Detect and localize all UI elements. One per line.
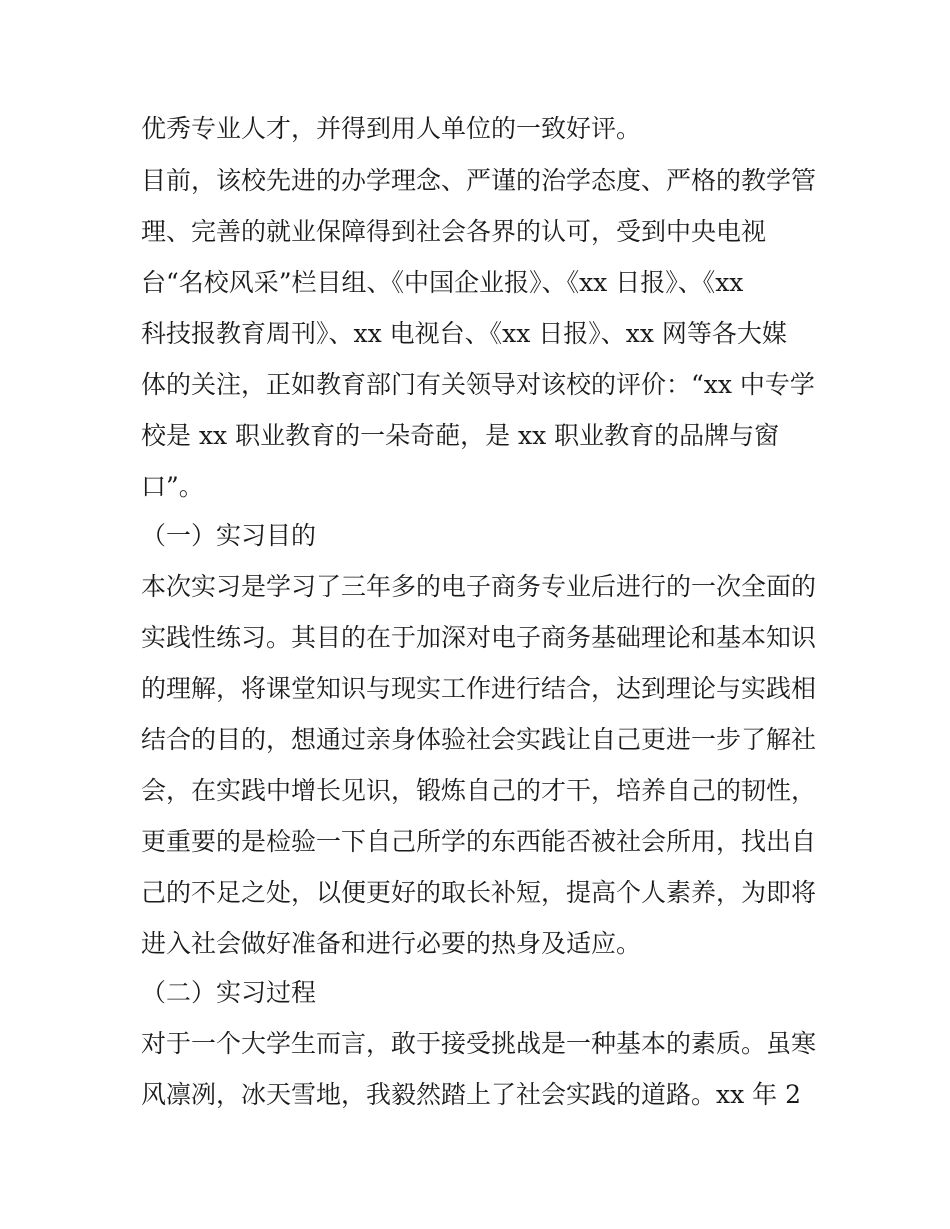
paragraph-line: 本次实习是学习了三年多的电子商务专业后进行的一次全面的 <box>141 572 817 601</box>
paragraph-line: 优秀专业人才，并得到用人单位的一致好评。 <box>141 114 642 143</box>
paragraph-line: 理、完善的就业保障得到社会各界的认可，受到中央电视 <box>141 217 767 246</box>
section-heading: （一）实习目的 <box>141 521 317 550</box>
paragraph-line: 风凛冽，冰天雪地，我毅然踏上了社会实践的道路。xx 年 2 <box>141 1080 801 1109</box>
section-heading: （二）实习过程 <box>141 978 317 1007</box>
paragraph-line: 口”。 <box>141 472 204 501</box>
paragraph-line: 校是 xx 职业教育的一朵奇葩，是 xx 职业教育的品牌与窗 <box>141 421 780 450</box>
paragraph-line: 的理解，将课堂知识与现实工作进行结合，达到理论与实践相 <box>141 674 817 703</box>
paragraph-line: 会，在实践中增长见识，锻炼自己的才干，培养自己的韧性， <box>141 776 817 805</box>
paragraph-line: 更重要的是检验一下自己所学的东西能否被社会所用，找出自 <box>141 827 817 856</box>
paragraph-line: 科技报教育周刊》、xx 电视台、《xx 日报》、xx 网等各大媒 <box>141 319 787 348</box>
paragraph-line: 体的关注，正如教育部门有关领导对该校的评价：“xx 中专学 <box>141 370 815 399</box>
paragraph-line: 台“名校风采”栏目组、《中国企业报》、《xx 日报》、《xx <box>141 268 744 297</box>
paragraph-line: 结合的目的，想通过亲身体验社会实践让自己更进一步了解社 <box>141 725 817 754</box>
paragraph-line: 己的不足之处，以便更好的取长补短，提高个人素养，为即将 <box>141 878 817 907</box>
paragraph-line: 实践性练习。其目的在于加深对电子商务基础理论和基本知识 <box>141 623 817 652</box>
paragraph-line: 进入社会做好准备和进行必要的热身及适应。 <box>141 929 642 958</box>
paragraph-line: 对于一个大学生而言，敢于接受挑战是一种基本的素质。虽寒 <box>141 1029 817 1058</box>
paragraph-line: 目前，该校先进的办学理念、严谨的治学态度、严格的教学管 <box>141 166 817 195</box>
